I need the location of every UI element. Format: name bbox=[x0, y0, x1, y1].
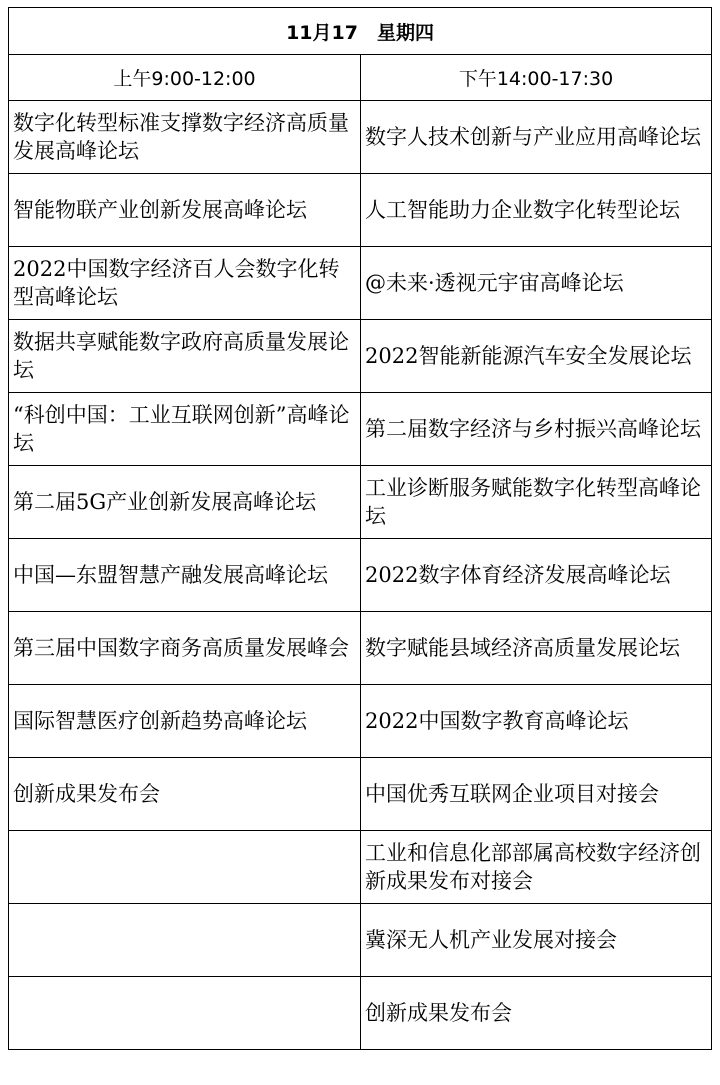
afternoon-session: 工业和信息化部部属高校数字经济创新成果发布对接会 bbox=[361, 831, 712, 904]
afternoon-session: 2022智能新能源汽车安全发展论坛 bbox=[361, 320, 712, 393]
morning-header: 上午9:00-12:00 bbox=[9, 55, 361, 101]
table-row bbox=[9, 904, 712, 977]
morning-session: “科创中国：工业互联网创新”高峰论坛 bbox=[9, 393, 361, 466]
morning-session: 国际智慧医疗创新趋势高峰论坛 bbox=[9, 685, 361, 758]
morning-session: 智能物联产业创新发展高峰论坛 bbox=[9, 174, 361, 247]
table-row bbox=[9, 247, 712, 320]
date-title: 11月17 星期四 bbox=[9, 8, 712, 55]
morning-session bbox=[9, 904, 361, 977]
afternoon-session: 第二届数字经济与乡村振兴高峰论坛 bbox=[361, 393, 712, 466]
table-row bbox=[9, 539, 712, 612]
table-row bbox=[9, 758, 712, 831]
afternoon-session: 冀深无人机产业发展对接会 bbox=[361, 904, 712, 977]
table-row bbox=[9, 393, 712, 466]
afternoon-session: 人工智能助力企业数字化转型论坛 bbox=[361, 174, 712, 247]
afternoon-header: 下午14:00-17:30 bbox=[361, 55, 712, 101]
header-row bbox=[9, 55, 712, 101]
afternoon-session: @未来·透视元宇宙高峰论坛 bbox=[361, 247, 712, 320]
morning-session: 创新成果发布会 bbox=[9, 758, 361, 831]
table-row bbox=[9, 466, 712, 539]
morning-session: 2022中国数字经济百人会数字化转型高峰论坛 bbox=[9, 247, 361, 320]
morning-session: 中国—东盟智慧产融发展高峰论坛 bbox=[9, 539, 361, 612]
table-row bbox=[9, 101, 712, 174]
schedule-table bbox=[8, 7, 712, 1050]
table-row bbox=[9, 612, 712, 685]
afternoon-session: 数字赋能县域经济高质量发展论坛 bbox=[361, 612, 712, 685]
afternoon-session: 2022中国数字教育高峰论坛 bbox=[361, 685, 712, 758]
morning-session: 数据共享赋能数字政府高质量发展论坛 bbox=[9, 320, 361, 393]
morning-session: 第二届5G产业创新发展高峰论坛 bbox=[9, 466, 361, 539]
afternoon-session: 数字人技术创新与产业应用高峰论坛 bbox=[361, 101, 712, 174]
morning-session: 第三届中国数字商务高质量发展峰会 bbox=[9, 612, 361, 685]
morning-session: 数字化转型标准支撑数字经济高质量发展高峰论坛 bbox=[9, 101, 361, 174]
afternoon-session: 创新成果发布会 bbox=[361, 977, 712, 1050]
table-row bbox=[9, 831, 712, 904]
table-row bbox=[9, 977, 712, 1050]
afternoon-session: 中国优秀互联网企业项目对接会 bbox=[361, 758, 712, 831]
afternoon-session: 工业诊断服务赋能数字化转型高峰论坛 bbox=[361, 466, 712, 539]
table-row bbox=[9, 685, 712, 758]
afternoon-session: 2022数字体育经济发展高峰论坛 bbox=[361, 539, 712, 612]
morning-session bbox=[9, 977, 361, 1050]
title-row bbox=[9, 8, 712, 55]
table-row bbox=[9, 174, 712, 247]
morning-session bbox=[9, 831, 361, 904]
table-row bbox=[9, 320, 712, 393]
